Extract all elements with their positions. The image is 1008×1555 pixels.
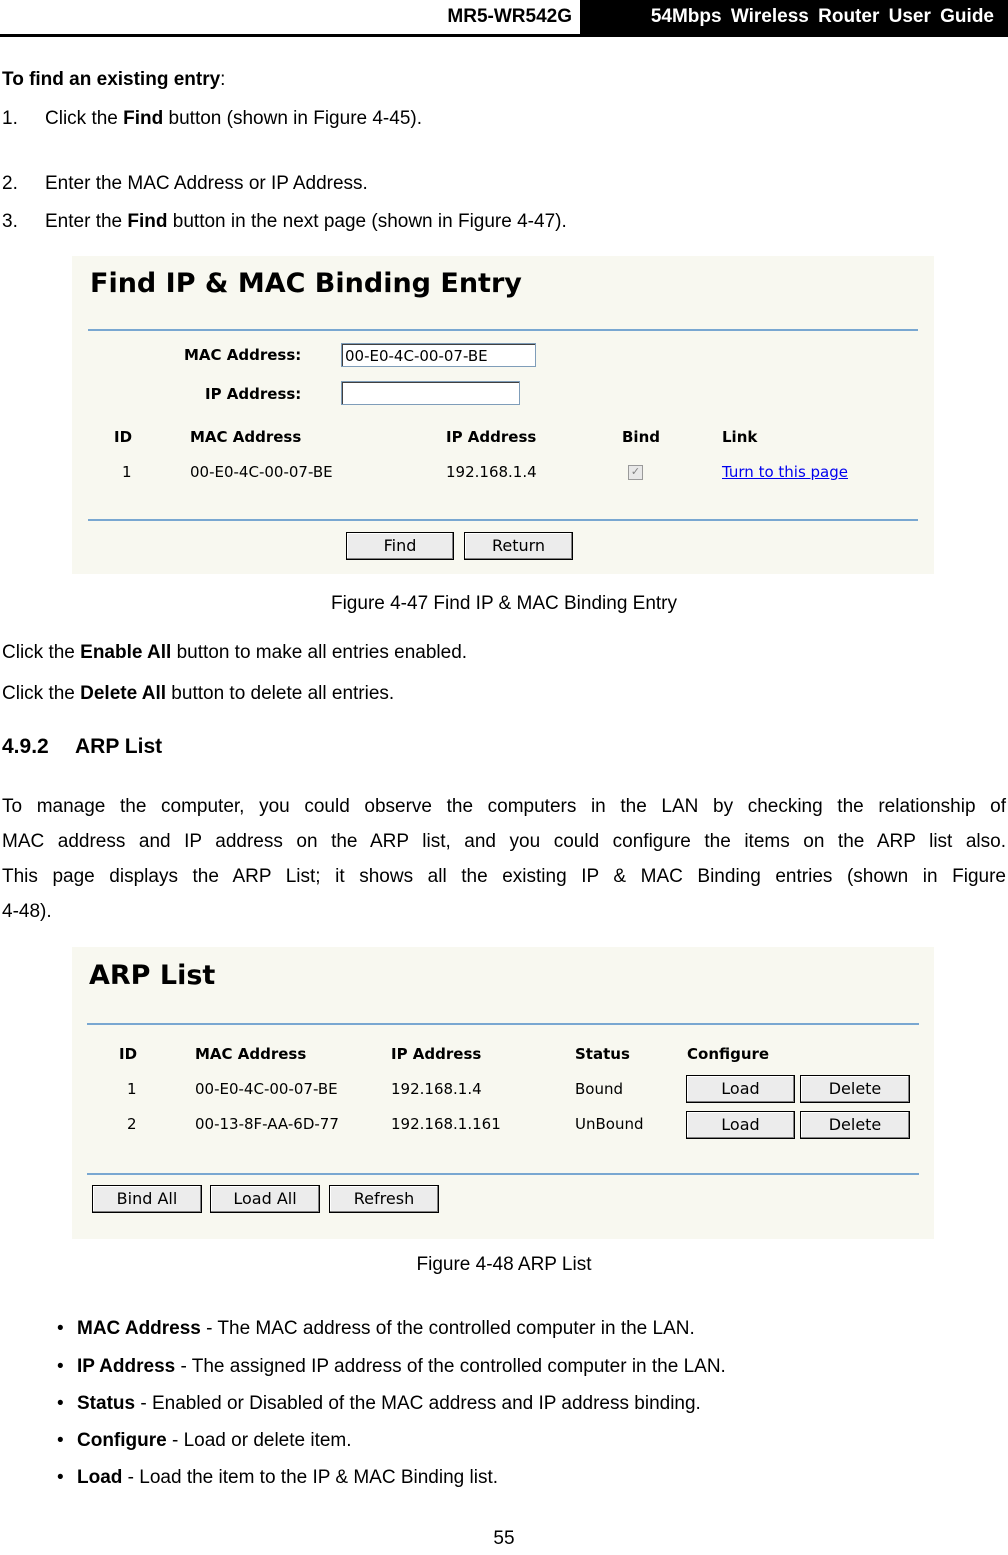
col-header-ip: IP Address [391,1045,482,1063]
ip-address-input[interactable] [341,381,520,405]
header-model: MR5-WR542G [447,6,572,27]
para-line: To manage the computer, you could observe the computers in the LAN by checking the relationship of [2,796,1006,817]
find-heading [2,68,225,92]
panel-title: ARP List [89,960,216,991]
bind-checkbox[interactable]: ✓ [628,465,643,480]
panel-bottom-rule [87,1173,919,1175]
panel-title: Find IP & MAC Binding Entry [90,268,522,299]
panel-top-rule [88,329,918,331]
step-1 [2,107,422,131]
row-ip: 192.168.1.4 [446,463,537,481]
col-header-configure: Configure [687,1045,770,1063]
header-model-area [0,0,580,34]
panel-bottom-rule [88,519,918,521]
bullet-ip-address: • IP Address - The assigned IP address of the controlled computer in the LAN. [57,1356,726,1377]
col-header-status: Status [575,1045,630,1063]
row-2-delete-button[interactable]: Delete [800,1111,910,1139]
col-header-link: Link [722,428,758,446]
step-number: 3. [2,211,18,232]
note-enable-all: Click the Enable All button to make all entries enabled. [2,642,468,663]
step-3 [2,210,567,234]
section-title: ARP List [75,735,163,758]
step-number: 1. [2,108,18,129]
find-heading-colon: : [220,69,226,90]
step-text: Click the Find button (shown in Figure 4-45). [45,108,422,129]
row-2-id: 2 [127,1115,137,1133]
section-heading [2,735,163,759]
step-text: Enter the Find button in the next page (shown in Figure 4-47). [45,211,567,232]
bullet-mac-address: • MAC Address - The MAC address of the controlled computer in the LAN. [57,1318,695,1339]
bullet-dot: • [57,1430,64,1451]
row-1-id: 1 [127,1080,137,1098]
load-all-button[interactable]: Load All [210,1185,320,1213]
col-header-id: ID [119,1045,138,1063]
bullet-status: • Status - Enabled or Disabled of the MAC address and IP address binding. [57,1393,701,1414]
row-2-load-button[interactable]: Load [686,1111,795,1139]
bullet-configure: • Configure - Load or delete item. [57,1430,352,1451]
bullet-dot: • [57,1467,64,1488]
row-2-ip: 192.168.1.161 [391,1115,501,1133]
row-2-mac: 00-13-8F-AA-6D-77 [195,1115,339,1133]
arp-paragraph [2,789,1006,929]
bullet-load: • Load - Load the item to the IP & MAC Binding list. [57,1467,499,1488]
row-2-status: UnBound [575,1115,644,1133]
col-header-mac: MAC Address [190,428,302,446]
row-1-mac: 00-E0-4C-00-07-BE [195,1080,338,1098]
step-number: 2. [2,173,18,194]
refresh-button[interactable]: Refresh [329,1185,439,1213]
ip-address-label: IP Address: [205,385,302,403]
bullet-dot: • [57,1393,64,1414]
turn-to-page-link[interactable]: Turn to this page [722,463,848,481]
row-id: 1 [122,463,132,481]
step-text: Enter the MAC Address or IP Address. [45,173,368,194]
row-1-ip: 192.168.1.4 [391,1080,482,1098]
col-header-mac: MAC Address [195,1045,307,1063]
find-button[interactable]: Find [346,532,454,560]
step-2 [2,172,368,196]
find-heading-bold: To find an existing entry [2,69,221,90]
row-mac: 00-E0-4C-00-07-BE [190,463,333,481]
para-line: This page displays the ARP List; it shows all the existing IP & MAC Binding entries (shown in Figure [2,866,1006,887]
mac-address-input[interactable]: 00-E0-4C-00-07-BE [341,343,536,367]
note-delete-all: Click the Delete All button to delete all entries. [2,683,395,704]
bullet-dot: • [57,1318,64,1339]
para-line: MAC address and IP address on the ARP list, and you could configure the items on the ARP list also. [2,831,1006,852]
col-header-id: ID [114,428,133,446]
section-number: 4.9.2 [2,735,49,758]
row-1-status: Bound [575,1080,624,1098]
panel-top-rule [87,1023,919,1025]
header-guide-title: 54Mbps Wireless Router User Guide [580,0,1008,34]
para-line: 4-48). [2,901,52,922]
return-button[interactable]: Return [464,532,573,560]
col-header-bind: Bind [622,428,660,446]
bind-all-button[interactable]: Bind All [92,1185,202,1213]
figure-48-caption: Figure 4-48 ARP List [416,1254,592,1275]
page-number: 55 [493,1528,515,1549]
row-1-delete-button[interactable]: Delete [800,1075,910,1103]
find-binding-panel [72,256,934,574]
arp-list-panel [72,947,934,1239]
figure-47-caption: Figure 4-47 Find IP & MAC Binding Entry [330,593,678,614]
mac-address-label: MAC Address: [184,346,302,364]
bullet-dot: • [57,1356,64,1377]
header-rule [0,34,1008,37]
row-1-load-button[interactable]: Load [686,1075,795,1103]
col-header-ip: IP Address [446,428,537,446]
